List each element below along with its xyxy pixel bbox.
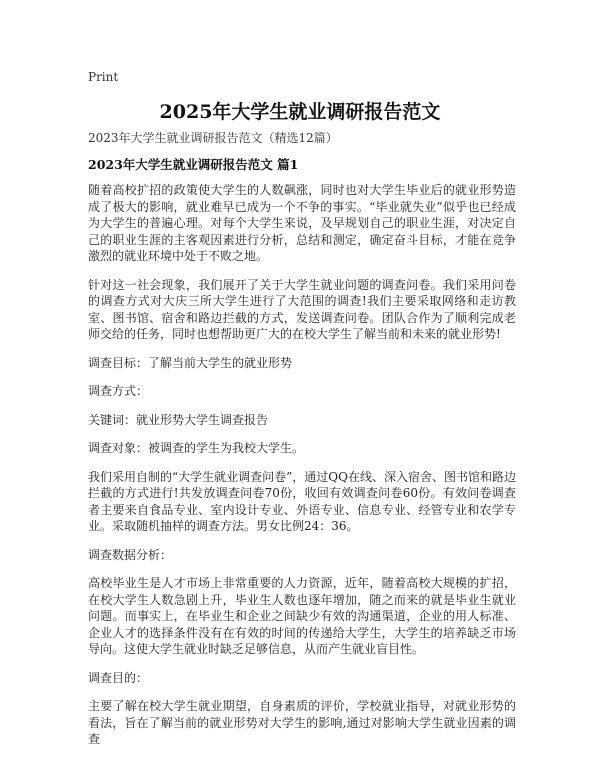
paragraph-survey-method: 调查方式： [88, 384, 149, 398]
document-body [88, 130, 516, 760]
paragraph-survey-description: 针对这一社会现象，我们展开了关于大学生就业问题的调查问卷。我们采用问卷的调查方式对大庆三所大学生进行了大范围的调查!我们主要采取网络和走访教室、图书馆、宿舍和路边拦截的方式，发送调查问卷。团队合作为了顺利完成老师交给的任务，同时也想帮助更广大的在校大学生了解当前和未来的就业形势! [88, 277, 516, 341]
paragraph-intro: 随着高校扩招的政策使大学生的人数飙涨，同时也对大学生毕业后的就业形势造成了极大的影响，就业难早已成为一个不争的事实。“毕业就失业”似乎也已经成为大学生的普遍心理。对每个大学生来说，及早规划自己的职业生涯，对决定自己的职业生涯的主客观因素进行分析，总结和测定，确定奋斗目标，才能在竞争激烈的就业环境中处于不败之地。 [88, 183, 516, 263]
document-subtitle: 2023年大学生就业调研报告范文（精选12篇） [88, 131, 338, 145]
paragraph-survey-process: 我们采用自制的“大学生就业调查问卷”，通过QQ在线、深入宿舍、图书馆和路边拦截的方式进行!共发放调查问卷70份，收回有效调查问卷60份。有效问卷调查者主要来自食品专业、室内设计专业、外语专业、信息专业、经管专业和农学专业。采取随机抽样的调查方法。男女比例24：36。 [88, 469, 516, 533]
paragraph-survey-purpose-label: 调查目的： [88, 670, 149, 685]
paragraph-data-analysis: 高校毕业生是人才市场上非常重要的人力资源，近年，随着高校大规模的扩招，在校大学生人数急剧上升，毕业生人数也逐年增加，随之而来的就是毕业生就业问题。而事实上，在毕业生和企业之间缺少有效的沟通渠道，企业的用人标准、企业人才的选择条件没有在有效的时间的传递给大学生，大学生的培养缺乏市场导向。这使大学生就业时缺乏足够信息，从而产生就业盲目性。 [88, 576, 516, 656]
section-heading: 2023年大学生就业调研报告范文 篇1 [88, 157, 299, 172]
paragraph-data-analysis-label: 调查数据分析： [88, 547, 173, 562]
print-link[interactable]: Print [88, 70, 119, 84]
paragraph-survey-purpose: 主要了解在校大学生就业期望，自身素质的评价，学校就业指导，对就业形势的看法，旨在了解当前的就业形势对大学生的影响,通过对影响大学生就业因素的调查 [88, 699, 516, 746]
paragraph-survey-goal: 调查目标：了解当前大学生的就业形势 [88, 355, 293, 370]
document-title: 2025年大学生就业调研报告范文 [159, 101, 441, 123]
paragraph-keywords: 关键词：就业形势大学生调查报告 [88, 412, 269, 427]
paragraph-survey-subjects: 调查对象：被调查的学生为我校大学生。 [88, 441, 305, 455]
